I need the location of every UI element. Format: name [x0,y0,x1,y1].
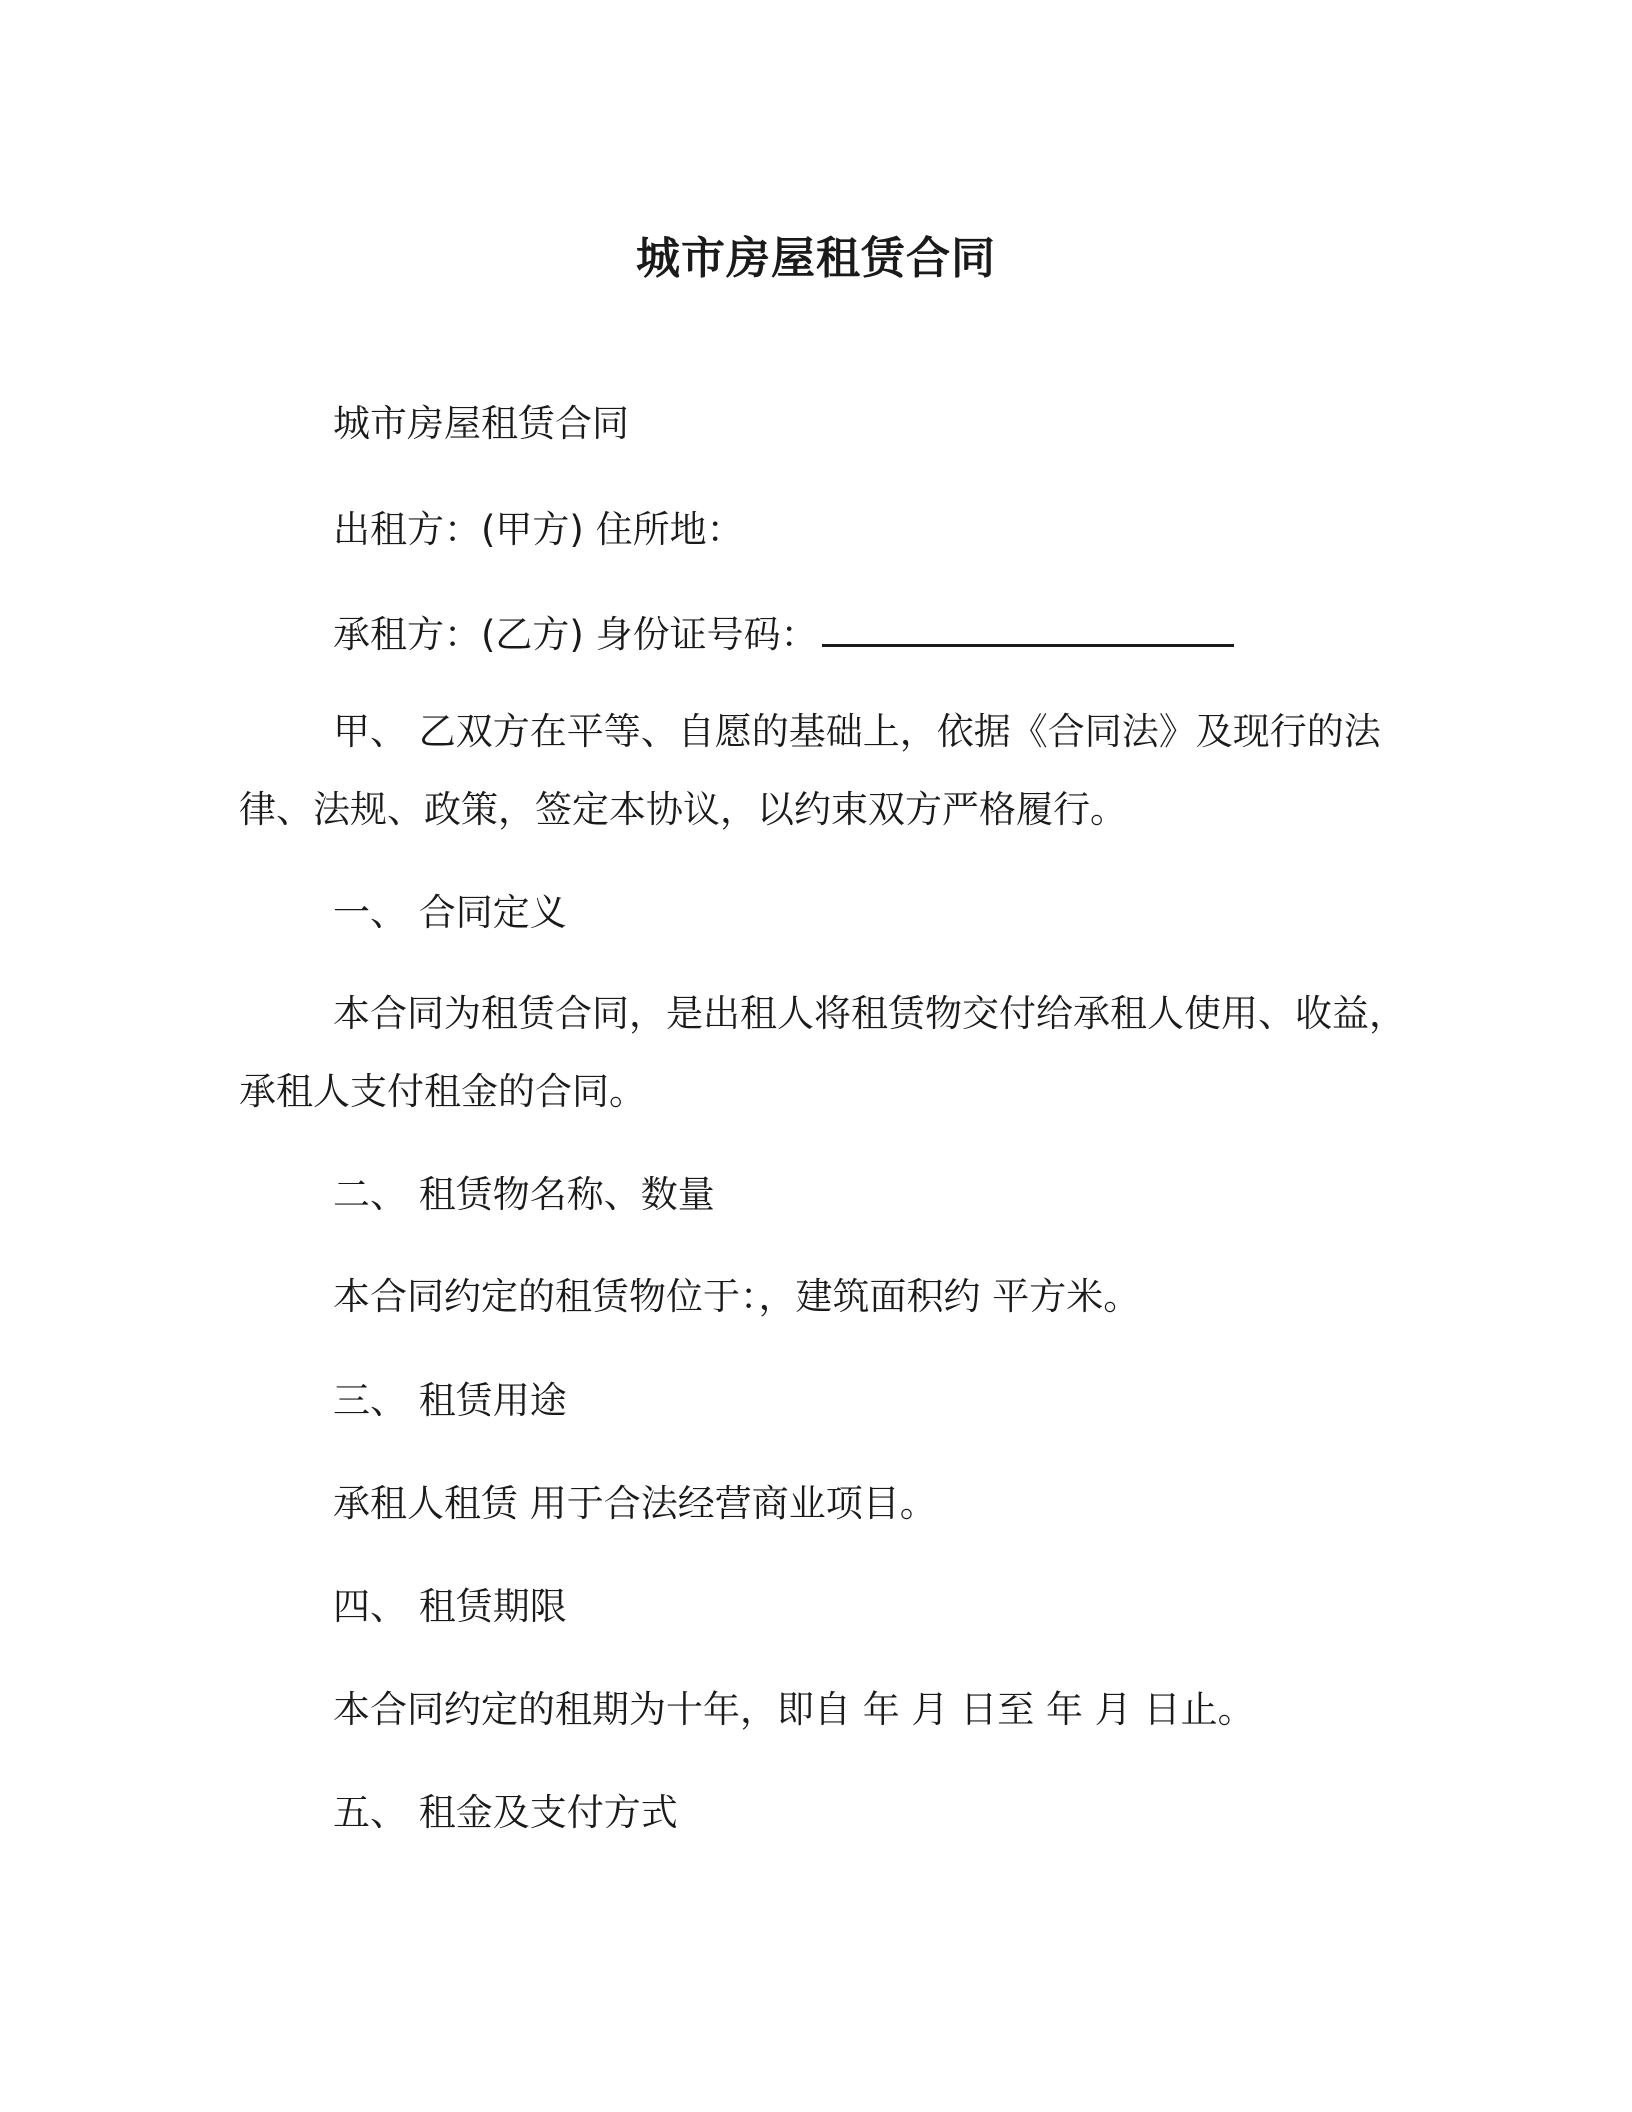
section5-heading: 五、 租金及支付方式 [333,1791,678,1834]
section4-body: 本合同约定的租期为十年，即自 年 月 日至 年 月 日止。 [333,1688,1255,1731]
id-number-blank [822,624,1234,647]
lessee-line [333,613,1234,656]
section2-heading: 二、 租赁物名称、数量 [333,1173,715,1216]
section2-body: 本合同约定的租赁物位于：，建筑面积约 平方米。 [333,1275,1141,1318]
preamble-line-1: 甲、 乙双方在平等、自愿的基础上，依据《合同法》及现行的法 [333,710,1381,753]
lessor-line: 出租方：(甲方) 住所地： [333,508,744,551]
section1-line-1: 本合同为租赁合同，是出租人将租赁物交付给承租人使用、收益， [333,992,1406,1035]
preamble-line-2: 律、法规、政策，签定本协议，以约束双方严格履行。 [239,788,1127,831]
section4-heading: 四、 租赁期限 [333,1585,567,1628]
document-title: 城市房屋租赁合同 [636,233,996,284]
section3-body: 承租人租赁 用于合法经营商业项目。 [333,1482,937,1525]
lessee-label: 承租方：(乙方) 身份证号码： [333,613,818,656]
subtitle: 城市房屋租赁合同 [333,402,629,445]
section1-heading: 一、 合同定义 [333,891,567,934]
section3-heading: 三、 租赁用途 [333,1379,567,1422]
section1-line-2: 承租人支付租金的合同。 [239,1070,646,1113]
